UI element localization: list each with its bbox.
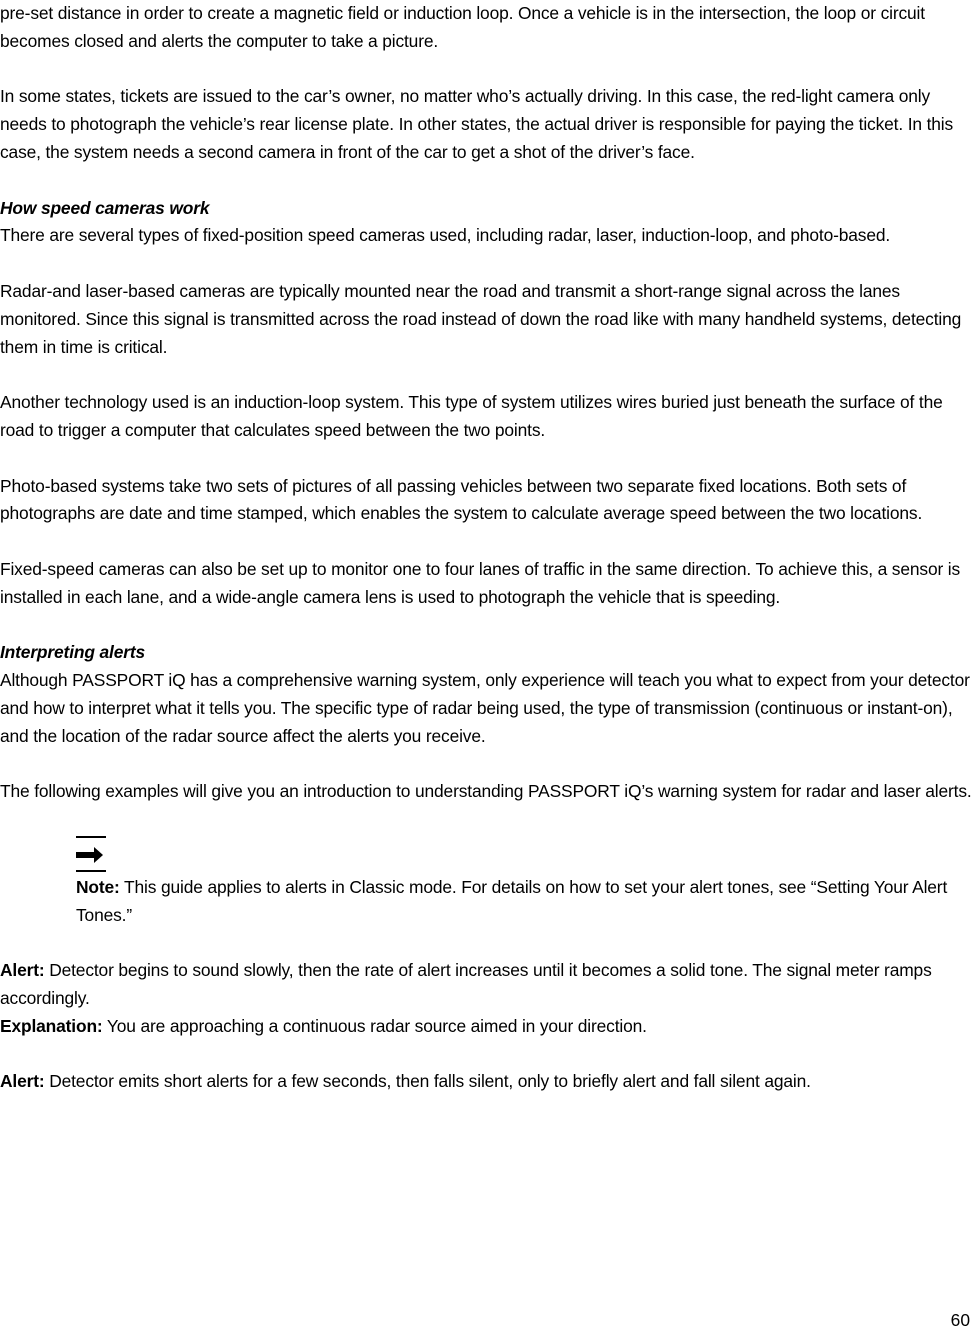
paragraph-examples-intro: The following examples will give you an introduction to understanding PASSPORT iQ’s warning system for radar and laser alerts. xyxy=(0,781,972,802)
example-short-alerts xyxy=(0,1068,972,1096)
paragraph-radar-laser: Radar-and laser-based cameras are typically mounted near the road and transmit a short-range signal across the lanes monitored. Since this signal is transmitted across the road instead of down the road like with many handheld systems, detecting them in time is critical. xyxy=(0,280,962,357)
alert-label: Alert: xyxy=(0,960,45,981)
section-speed-cameras xyxy=(0,195,972,251)
note-text: This guide applies to alerts in Classic mode. For details on how to set your alert tones, see “Setting Your Alert Tones.” xyxy=(76,876,948,925)
section-heading-speed-cameras: How speed cameras work xyxy=(0,197,210,218)
arrow-note-icon xyxy=(76,834,106,874)
paragraph-fixed-speed: Fixed-speed cameras can also be set up to monitor one to four lanes of traffic in the same direction. To achieve this, a sensor is installed in each lane, and a wide-angle camera lens is used to photograph the vehicle that is speeding. xyxy=(0,558,961,607)
note-body xyxy=(76,874,972,930)
alert-label: Alert: xyxy=(0,1071,45,1092)
paragraph-induction-loop: pre-set distance in order to create a magnetic field or induction loop. Once a vehicle is in the intersection, the loop or circuit becomes closed and alerts the computer to take a picture. xyxy=(0,3,925,51)
note-label: Note: xyxy=(76,876,120,897)
explanation-text: You are approaching a continuous radar source aimed in your direction. xyxy=(102,1015,647,1036)
note-callout xyxy=(76,834,972,930)
paragraph-induction-system: Another technology used is an induction-loop system. This type of system utilizes wires buried just beneath the surface of the road to trigger a computer that calculates speed between the two points. xyxy=(0,392,943,440)
alert-text: Detector begins to sound slowly, then the rate of alert increases until it becomes a solid tone. The signal meter ramps accordingly. xyxy=(0,960,932,1009)
paragraph-photo-based: Photo-based systems take two sets of pictures of all passing vehicles between two separate fixed locations. Both sets of photographs are date and time stamped, which enables the system to calculate average speed between the two locations. xyxy=(0,475,923,524)
alert-text: Detector emits short alerts for a few seconds, then falls silent, only to briefly alert and fall silent again. xyxy=(44,1071,811,1092)
paragraph-camera-types: There are several types of fixed-position speed cameras used, including radar, laser, induction-loop, and photo-based. xyxy=(0,225,891,246)
explanation-label: Explanation: xyxy=(0,1015,103,1036)
page-number: 60 xyxy=(950,1310,970,1330)
section-heading-interpreting-alerts: Interpreting alerts xyxy=(0,642,146,663)
section-interpreting-alerts xyxy=(0,639,972,750)
paragraph-ticket-issuance: In some states, tickets are issued to the car’s owner, no matter who’s actually driving. In this case, the red-light camera only needs to photograph the vehicle’s rear license plate. In other states, the actual driver is responsible for paying the ticket. In this case, the system needs a second camera in front of the car to get a shot of the driver’s face. xyxy=(0,86,954,162)
paragraph-warning-system: Although PASSPORT iQ has a comprehensive warning system, only experience will teach you what to expect from your detector and how to interpret what it tells you. The specific type of radar being used, the type of transmission (continuous or instant-on), and the location of the radar source affect the alerts you receive. xyxy=(0,670,970,746)
example-continuous-radar xyxy=(0,957,972,1040)
